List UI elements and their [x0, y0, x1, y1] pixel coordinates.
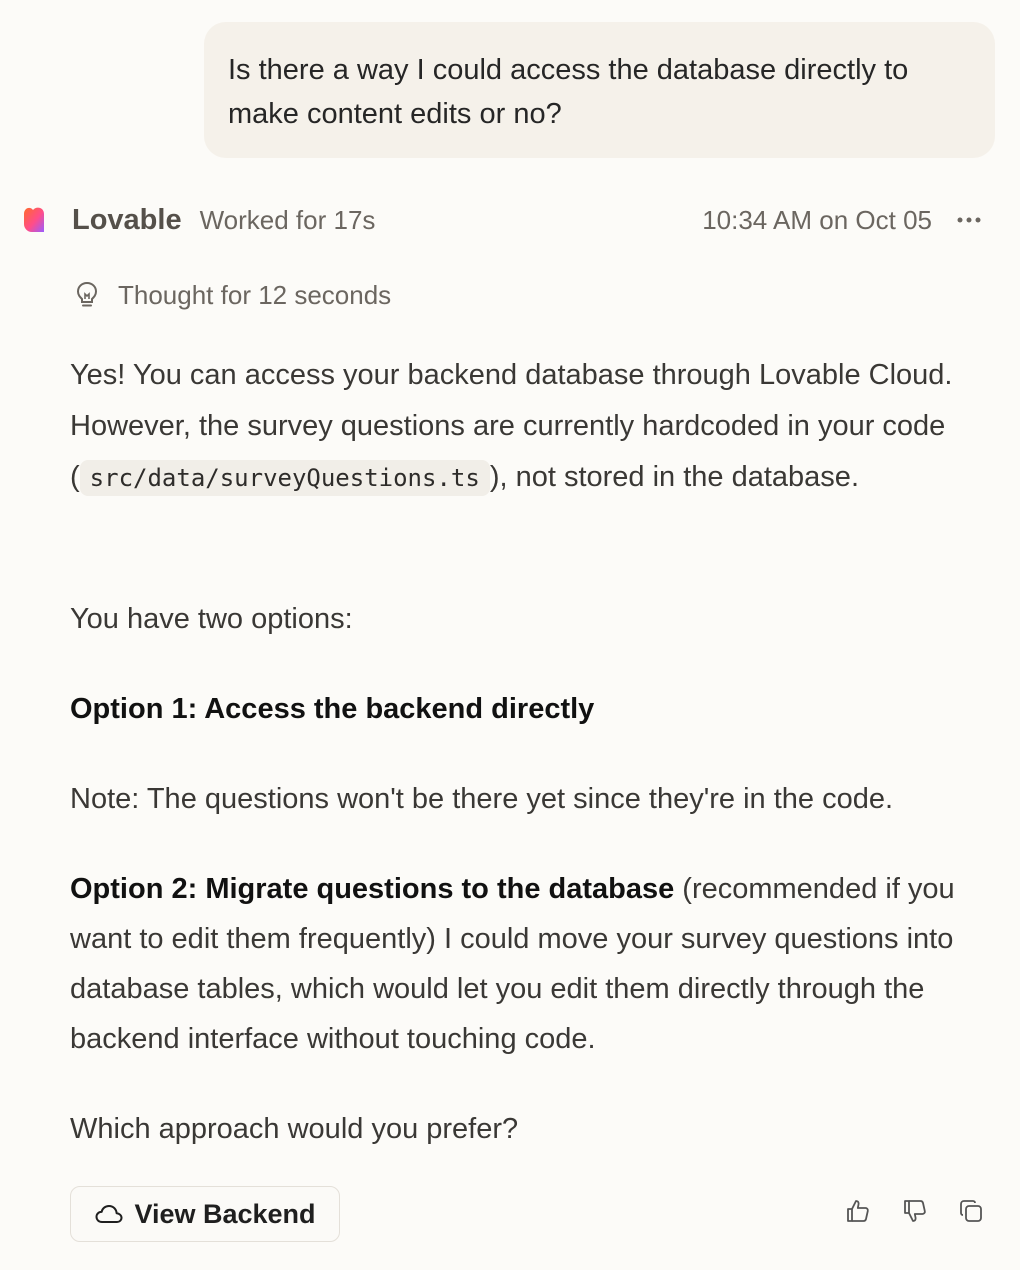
paragraph-1-text-a: Yes! You can access your backend database through Lovable Cloud. However, the survey questions are currently hardcoded in your code (: [70, 359, 953, 493]
lightbulb-icon: [74, 280, 100, 310]
option-2-heading: Option 2: Migrate questions to the database: [70, 873, 675, 905]
thumbs-up-button[interactable]: [843, 1196, 873, 1226]
message-timestamp: 10:34 AM on Oct 05: [702, 204, 932, 235]
view-backend-button[interactable]: [70, 1186, 340, 1242]
user-message-text: Is there a way I could access the database directly to make content edits or no?: [228, 54, 909, 130]
assistant-header: [20, 196, 1000, 244]
option-2-paragraph: [70, 864, 990, 1064]
closing-question: Which approach would you prefer?: [70, 1113, 519, 1145]
thought-label: Thought for 12 seconds: [118, 279, 392, 310]
user-message-bubble: [204, 22, 995, 158]
thought-summary[interactable]: [74, 276, 391, 314]
thumbs-up-icon: [845, 1198, 871, 1224]
cloud-icon: [94, 1202, 124, 1226]
copy-button[interactable]: [956, 1196, 986, 1226]
paragraph-2: You have two options:: [70, 603, 353, 635]
assistant-message-body: [70, 350, 990, 1145]
paragraph-1: [70, 350, 990, 504]
view-backend-label: View Backend: [134, 1198, 316, 1229]
lovable-logo: [20, 204, 52, 236]
option-1-heading: Option 1: Access the backend directly: [70, 693, 595, 725]
assistant-name: Lovable: [72, 203, 182, 236]
inline-code-path: src/data/surveyQuestions.ts: [80, 460, 490, 496]
paragraph-note: Note: The questions won't be there yet since they're in the code.: [70, 783, 894, 815]
copy-icon: [958, 1198, 984, 1224]
more-options-icon[interactable]: [954, 205, 984, 235]
worked-duration: Worked for 17s: [199, 204, 376, 235]
option-2-text: (recommended if you want to edit them frequently) I could move your survey questions into database tables, which would let you edit them directly through the backend interface without touching code.: [70, 873, 955, 1055]
paragraph-1-text-b: ), not stored in the database.: [489, 461, 859, 493]
thumbs-down-icon: [902, 1198, 928, 1224]
thumbs-down-button[interactable]: [900, 1196, 930, 1226]
